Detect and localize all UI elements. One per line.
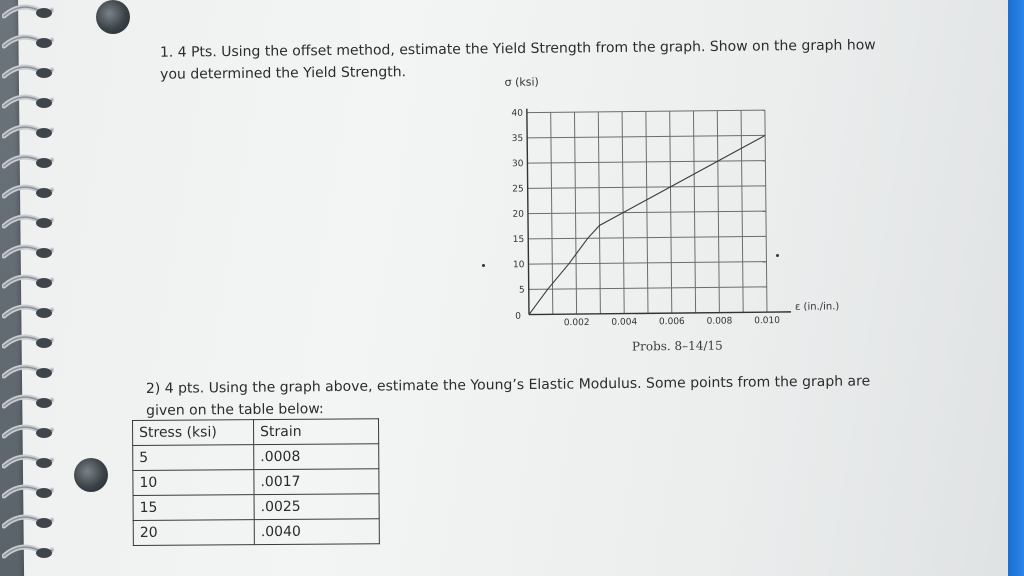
spiral-coil xyxy=(2,454,54,470)
x-axis xyxy=(529,312,791,315)
y-tick-label: 15 xyxy=(512,234,525,246)
y-axis xyxy=(527,109,529,315)
question-1-line-2: you determined the Yield Strength. xyxy=(160,64,407,83)
spiral-coil xyxy=(2,34,54,50)
y-tick-label: 10 xyxy=(512,260,525,271)
table-cell-strain: .0040 xyxy=(254,519,379,545)
y-tick-label: 25 xyxy=(512,184,524,195)
y-tick-label: 40 xyxy=(511,108,523,119)
table-row xyxy=(133,469,379,496)
table-cell-strain: .0008 xyxy=(254,444,379,470)
y-tick-label: 5 xyxy=(518,285,525,296)
table-cell-strain: .0025 xyxy=(254,494,379,520)
y-axis-label: σ (ksi) xyxy=(504,75,539,89)
y-tick-label: 30 xyxy=(511,159,524,170)
origin-label: 0 xyxy=(515,311,522,322)
spiral-coil xyxy=(2,394,54,410)
table-row xyxy=(133,519,379,546)
pencil-mark xyxy=(482,264,485,267)
question-2-line-2: given on the table below: xyxy=(146,401,324,419)
spiral-coil xyxy=(2,274,54,290)
spiral-binding xyxy=(0,0,60,576)
table-header-strain: Strain xyxy=(254,419,379,445)
stress-strain-table xyxy=(132,418,380,546)
spiral-coil xyxy=(2,364,54,380)
spiral-coil xyxy=(2,94,54,110)
spiral-coil xyxy=(2,214,54,230)
spiral-coil xyxy=(2,244,54,260)
spiral-coil xyxy=(2,124,54,140)
desk-edge xyxy=(1008,0,1024,576)
spiral-coil xyxy=(2,64,54,80)
question-2-line-1: 2) 4 pts. Using the graph above, estimate the Young’s Elastic Modulus. Some points from the graph are xyxy=(145,373,871,397)
table-header-stress: Stress (ksi) xyxy=(133,420,254,446)
spiral-coil xyxy=(2,514,54,530)
table-cell-stress: 5 xyxy=(133,445,254,471)
spiral-coil xyxy=(2,184,54,200)
table-row xyxy=(133,494,379,521)
question-2 xyxy=(146,370,906,422)
table-cell-stress: 10 xyxy=(133,470,254,496)
spiral-coil xyxy=(2,484,54,500)
x-tick-label: 0.002 xyxy=(563,317,590,329)
spiral-coil xyxy=(2,154,54,170)
x-tick-label: 0.010 xyxy=(754,315,781,327)
y-tick-label: 20 xyxy=(512,209,525,220)
spiral-coil xyxy=(2,544,54,560)
x-tick-label: 0.004 xyxy=(611,317,638,328)
x-tick-label: 0.008 xyxy=(706,316,733,327)
table-row xyxy=(133,444,379,471)
chart-grid xyxy=(527,106,791,315)
punch-hole xyxy=(74,458,108,492)
x-tick-label: 0.006 xyxy=(658,316,685,328)
table-header-row xyxy=(133,419,379,446)
chart-svg xyxy=(490,66,873,370)
stress-strain-chart xyxy=(490,66,873,370)
punch-hole xyxy=(96,0,130,34)
question-1-line-1: 1. 4 Pts. Using the offset method, estimate the Yield Strength from the graph. Show on the graph how xyxy=(159,37,876,61)
table-cell-stress: 20 xyxy=(133,520,254,546)
pencil-mark xyxy=(776,254,779,257)
spiral-coil xyxy=(2,424,54,440)
spiral-coil xyxy=(2,304,54,320)
y-tick-label: 35 xyxy=(511,133,524,145)
x-axis-label: ε (in./in.) xyxy=(794,301,840,313)
table-cell-stress: 15 xyxy=(133,495,254,521)
spiral-coil xyxy=(2,334,54,350)
table-cell-strain: .0017 xyxy=(254,469,379,495)
spiral-coil xyxy=(2,4,54,20)
figure-caption: Probs. 8–14/15 xyxy=(631,338,723,354)
